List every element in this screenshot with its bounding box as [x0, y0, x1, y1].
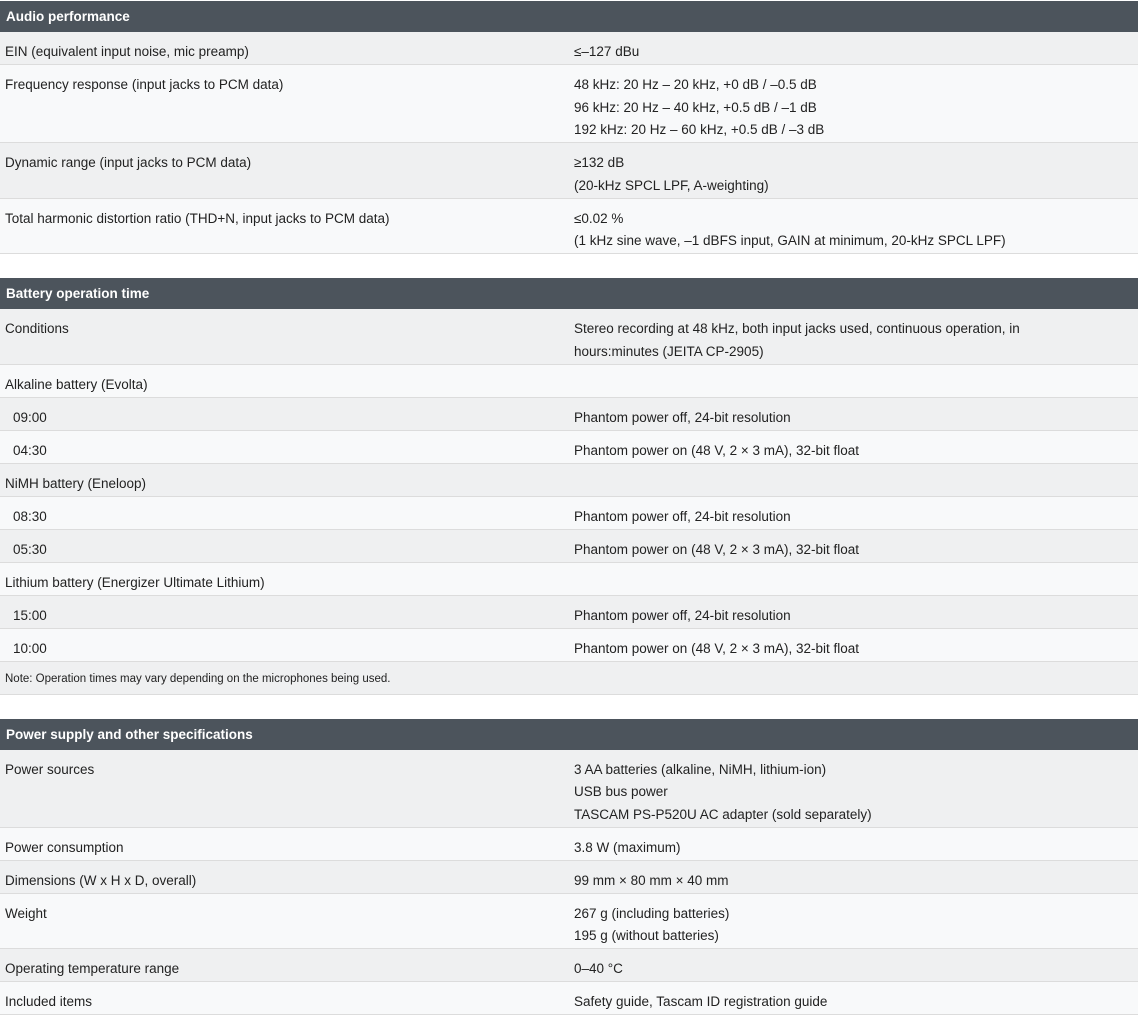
- spec-section: [0, 1, 1138, 254]
- spec-value-line: (20-kHz SPCL LPF, A-weighting): [574, 177, 769, 193]
- spec-value-line: ≤–127 dBu: [574, 44, 640, 59]
- spec-label: Weight: [5, 905, 47, 921]
- spec-value-line: USB bus power: [574, 784, 668, 799]
- spec-value: [569, 828, 1138, 860]
- spec-row: [0, 365, 1138, 398]
- spec-value-line: ≥132 dB: [574, 155, 625, 170]
- spec-row: [0, 828, 1138, 861]
- spec-label: Operating temperature range: [5, 961, 180, 976]
- spec-value: [569, 750, 1138, 827]
- spec-value-line: 267 g (including batteries): [574, 905, 730, 921]
- spec-value-line: hours:minutes (JEITA CP-2905): [574, 343, 764, 359]
- spec-value-line: 96 kHz: 20 Hz – 40 kHz, +0.5 dB / –1 dB: [574, 99, 817, 115]
- spec-value-line: 3 AA batteries (alkaline, NiMH, lithium-ion): [574, 761, 827, 777]
- spec-row: [0, 596, 1138, 629]
- section-gap: [0, 695, 1139, 719]
- spec-value: [569, 982, 1138, 1014]
- section-header: Power supply and other specifications: [0, 719, 1138, 750]
- spec-row: [0, 143, 1138, 199]
- spec-page: [0, 1, 1139, 1015]
- spec-value: [569, 365, 1138, 397]
- spec-value: [569, 199, 1138, 254]
- spec-value: [569, 596, 1138, 628]
- spec-label: Dynamic range (input jacks to PCM data): [5, 155, 252, 170]
- spec-value-line: ≤0.02 %: [574, 210, 624, 226]
- spec-section: [0, 278, 1138, 695]
- note-text: Note: Operation times may vary depending on the microphones being used.: [5, 672, 391, 685]
- section-header: Battery operation time: [0, 278, 1138, 309]
- spec-value-line: Phantom power on (48 V, 2 × 3 mA), 32-bit float: [574, 442, 860, 458]
- spec-label: 05:30: [13, 541, 47, 557]
- spec-label: Frequency response (input jacks to PCM data): [5, 77, 284, 92]
- spec-row: [0, 199, 1138, 255]
- spec-row: [0, 949, 1138, 982]
- spec-value-line: Phantom power on (48 V, 2 × 3 mA), 32-bit float: [574, 640, 860, 656]
- spec-value-line: Stereo recording at 48 kHz, both input jacks used, continuous operation, in: [574, 321, 1020, 336]
- spec-label: Total harmonic distortion ratio (THD+N, input jacks to PCM data): [5, 210, 390, 226]
- spec-value-line: 192 kHz: 20 Hz – 60 kHz, +0.5 dB / –3 dB: [574, 122, 825, 137]
- spec-row: [0, 530, 1138, 563]
- spec-row: [0, 309, 1138, 365]
- spec-label: Lithium battery (Energizer Ultimate Lithium): [5, 574, 265, 590]
- spec-value-line: Phantom power off, 24-bit resolution: [574, 508, 791, 524]
- spec-value: [569, 497, 1138, 529]
- spec-value-line: 48 kHz: 20 Hz – 20 kHz, +0 dB / –0.5 dB: [574, 77, 817, 92]
- spec-row: [0, 398, 1138, 431]
- spec-value-line: Phantom power off, 24-bit resolution: [574, 607, 791, 623]
- spec-value-line: Phantom power on (48 V, 2 × 3 mA), 32-bit float: [574, 541, 860, 557]
- spec-value: [569, 861, 1138, 893]
- spec-label: Included items: [5, 994, 93, 1009]
- spec-value: [569, 949, 1138, 981]
- spec-label: 10:00: [13, 640, 47, 656]
- spec-value: [569, 32, 1138, 64]
- spec-label: Power sources: [5, 761, 95, 777]
- spec-value-line: Safety guide, Tascam ID registration guide: [574, 994, 828, 1009]
- spec-value: [569, 629, 1138, 661]
- spec-value: [569, 431, 1138, 463]
- spec-label: 09:00: [13, 409, 47, 425]
- spec-row: [0, 861, 1138, 894]
- spec-label: NiMH battery (Eneloop): [5, 475, 147, 491]
- spec-label: EIN (equivalent input noise, mic preamp): [5, 44, 249, 59]
- spec-section: [0, 719, 1138, 1016]
- spec-label: Dimensions (W x H x D, overall): [5, 872, 197, 888]
- spec-value: [569, 894, 1138, 949]
- section-header: Audio performance: [0, 1, 1138, 32]
- spec-row: [0, 629, 1138, 662]
- spec-value-line: Phantom power off, 24-bit resolution: [574, 409, 791, 425]
- spec-value: [569, 464, 1138, 496]
- spec-value-line: TASCAM PS-P520U AC adapter (sold separately): [574, 806, 872, 822]
- spec-value: [569, 143, 1138, 198]
- spec-value: [569, 309, 1138, 364]
- spec-value-line: 3.8 W (maximum): [574, 839, 681, 855]
- spec-value: [569, 65, 1138, 142]
- note-row: [0, 662, 1138, 695]
- spec-value: [569, 398, 1138, 430]
- spec-row: [0, 894, 1138, 950]
- spec-label: 08:30: [13, 508, 47, 524]
- spec-value: [569, 563, 1138, 595]
- spec-row: [0, 750, 1138, 828]
- spec-row: [0, 982, 1138, 1015]
- spec-value-line: 99 mm × 80 mm × 40 mm: [574, 872, 729, 888]
- section-gap: [0, 254, 1139, 278]
- spec-label: Alkaline battery (Evolta): [5, 376, 148, 392]
- spec-label: Conditions: [5, 321, 69, 336]
- spec-row: [0, 431, 1138, 464]
- spec-label: 04:30: [13, 442, 47, 458]
- spec-row: [0, 464, 1138, 497]
- spec-value-line: 195 g (without batteries): [574, 928, 719, 943]
- spec-row: [0, 65, 1138, 143]
- spec-label: Power consumption: [5, 839, 124, 855]
- spec-row: [0, 32, 1138, 65]
- spec-row: [0, 497, 1138, 530]
- spec-value-line: 0–40 °C: [574, 961, 623, 976]
- spec-value: [569, 530, 1138, 562]
- spec-row: [0, 563, 1138, 596]
- spec-value-line: (1 kHz sine wave, –1 dBFS input, GAIN at minimum, 20-kHz SPCL LPF): [574, 233, 1006, 248]
- spec-label: 15:00: [13, 607, 47, 623]
